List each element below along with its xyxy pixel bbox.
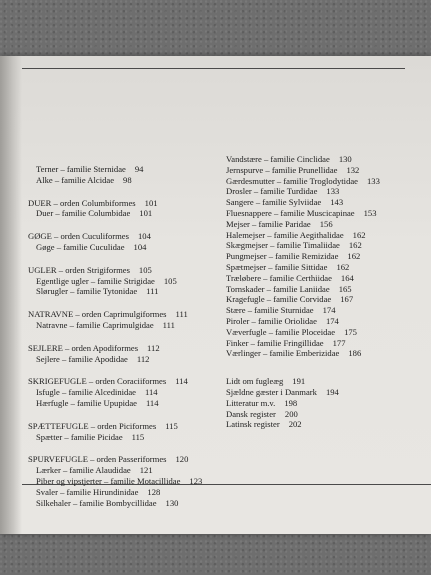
toc-right-column <box>226 154 380 430</box>
toc-entry-title: GØGE – orden Cuculiformes <box>28 231 129 242</box>
toc-entry-page: 165 <box>338 283 352 294</box>
toc-entry <box>226 165 380 176</box>
toc-group <box>28 421 202 443</box>
toc-entry <box>226 240 380 251</box>
toc-entry <box>28 421 202 432</box>
toc-entry-title: Drosler – familie Turdidae <box>226 186 318 197</box>
toc-entry-page: 101 <box>144 197 158 208</box>
toc-entry-page: 156 <box>319 218 333 229</box>
toc-entry <box>28 164 202 175</box>
toc-entry-page: 133 <box>326 186 340 197</box>
toc-group <box>28 454 202 508</box>
toc-entry-page: 174 <box>322 305 336 316</box>
toc-group <box>28 343 202 365</box>
toc-entry-page: 143 <box>330 197 344 208</box>
toc-entry-title: Lidt om fugleæg <box>226 376 284 387</box>
toc-entry-page: 123 <box>189 475 203 486</box>
toc-left-column <box>28 164 202 508</box>
toc-group <box>226 154 380 359</box>
toc-entry-page: 115 <box>165 420 178 431</box>
toc-entry-page: 175 <box>344 326 357 337</box>
toc-entry-title: Sejlere – familie Apodidae <box>36 353 128 364</box>
toc-entry <box>226 305 380 316</box>
toc-entry-page: 202 <box>288 419 302 430</box>
toc-entry-title: Svaler – familie Hirundinidae <box>36 486 139 497</box>
toc-entry <box>28 198 202 209</box>
toc-entry <box>226 251 380 262</box>
toc-entry-page: 162 <box>348 240 362 251</box>
toc-entry-title: SPURVEFUGLE – orden Passeriformes <box>28 454 167 465</box>
toc-group <box>28 198 202 220</box>
toc-entry-title: Sjældne gæster i Danmark <box>226 386 317 397</box>
toc-entry <box>28 265 202 276</box>
toc-entry-title: SPÆTTEFUGLE – orden Piciformes <box>28 420 157 431</box>
toc-entry <box>226 387 380 398</box>
toc-entry-page: 162 <box>347 251 361 262</box>
toc-entry <box>226 262 380 273</box>
toc-entry <box>28 487 202 498</box>
toc-group <box>28 231 202 253</box>
toc-entry-title: Gærdesmutter – familie Troglodytidae <box>226 175 358 186</box>
toc-entry <box>28 432 202 443</box>
toc-entry-title: Latinsk register <box>226 419 280 430</box>
toc-entry-page: 114 <box>145 387 158 398</box>
toc-entry-page: 101 <box>139 208 153 219</box>
toc-entry-page: 115 <box>131 431 145 442</box>
toc-entry-page: 111 <box>146 286 159 297</box>
toc-entry-title: Spætter – familie Picidae <box>36 431 123 442</box>
toc-entry-page: 121 <box>139 465 153 476</box>
toc-entry <box>28 354 202 365</box>
toc-entry-title: Vandstære – familie Cinclidae <box>226 154 330 164</box>
toc-entry-page: 111 <box>162 319 175 330</box>
toc-entry-page: 200 <box>284 408 298 419</box>
toc-entry-title: Dansk register <box>226 408 276 419</box>
toc-entry <box>28 454 202 465</box>
toc-entry-title: Gøge – familie Cuculidae <box>36 241 125 252</box>
toc-entry <box>226 208 380 219</box>
toc-entry <box>226 273 380 284</box>
toc-entry-title: Litteratur m.v. <box>226 397 276 408</box>
toc-group <box>28 265 202 297</box>
toc-entry <box>226 219 380 230</box>
top-rule <box>22 68 405 69</box>
toc-entry-page: 104 <box>133 241 147 252</box>
toc-entry-page: 186 <box>348 348 362 359</box>
toc-entry <box>28 465 202 476</box>
toc-entry-page: 153 <box>363 207 377 218</box>
toc-entry-title: Lærker – familie Alaudidae <box>36 465 131 476</box>
toc-entry-page: 130 <box>165 497 179 508</box>
toc-group <box>28 164 202 186</box>
toc-entry <box>226 154 380 165</box>
toc-entry-page: 114 <box>175 376 188 387</box>
book-spine <box>0 56 22 534</box>
toc-entry-title: Træløbere – familie Certhiidae <box>226 272 332 283</box>
toc-entry-page: 174 <box>325 315 339 326</box>
toc-entry <box>28 320 202 331</box>
toc-entry <box>28 242 202 253</box>
toc-entry-title: Stære – familie Sturnidae <box>226 305 314 316</box>
toc-entry <box>28 398 202 409</box>
toc-entry-title: Terner – familie Sternidae <box>36 164 126 174</box>
toc-entry-page: 162 <box>336 261 350 272</box>
toc-entry <box>226 197 380 208</box>
toc-entry-title: Væverfugle – familie Ploceidae <box>226 326 336 337</box>
toc-entry <box>28 175 202 186</box>
toc-entry-title: Mejser – familie Paridae <box>226 218 311 229</box>
toc-entry-page: 114 <box>145 397 159 408</box>
toc-entry <box>28 476 202 487</box>
toc-entry-title: NATRAVNE – orden Caprimulgiformes <box>28 309 167 320</box>
toc-group <box>28 309 202 331</box>
toc-entry-title: Halemejser – familie Aegithalidae <box>226 229 344 240</box>
toc-entry <box>226 230 380 241</box>
toc-entry-page: 120 <box>175 454 189 465</box>
toc-entry <box>28 286 202 297</box>
toc-entry-title: Silkehaler – familie Bombycillidae <box>36 497 157 508</box>
toc-entry-title: Piroler – familie Oriolidae <box>226 315 317 326</box>
toc-entry <box>226 398 380 409</box>
toc-entry-title: Spætmejser – familie Sittidae <box>226 261 328 272</box>
toc-entry <box>226 419 380 430</box>
toc-entry <box>28 376 202 387</box>
toc-entry-page: 133 <box>367 175 380 186</box>
toc-entry-page: 105 <box>163 275 177 286</box>
toc-entry-title: Duer – familie Columbidae <box>36 208 131 219</box>
toc-entry <box>226 294 380 305</box>
toc-entry-page: 112 <box>147 342 160 353</box>
toc-entry <box>28 276 202 287</box>
toc-entry-title: Skægmejser – familie Timaliidae <box>226 240 340 251</box>
toc-entry <box>226 316 380 327</box>
toc-entry-title: Finker – familie Fringillidae <box>226 337 324 348</box>
toc-entry-page: 167 <box>340 294 354 305</box>
toc-entry-page: 112 <box>136 353 150 364</box>
toc-entry <box>28 343 202 354</box>
toc-entry-title: Egentlige ugler – familie Strigidae <box>36 275 155 286</box>
toc-group <box>226 376 380 430</box>
toc-entry <box>28 231 202 242</box>
toc-entry-title: Fluesnappere – familie Muscicapinae <box>226 207 355 218</box>
toc-entry <box>28 498 202 509</box>
toc-entry-page: 105 <box>138 264 152 275</box>
toc-entry-page: 198 <box>284 397 298 408</box>
toc-entry-title: Tornskader – familie Laniidae <box>226 283 330 294</box>
toc-entry <box>28 208 202 219</box>
toc-entry-title: Slørugler – familie Tytonidae <box>36 286 138 297</box>
toc-entry-title: Natravne – familie Caprimulgidae <box>36 319 154 330</box>
toc-entry-page: 94 <box>134 164 144 174</box>
toc-entry-title: Hærfugle – familie Upupidae <box>36 397 137 408</box>
toc-entry-title: DUER – orden Columbiformes <box>28 197 136 208</box>
toc-entry <box>226 409 380 420</box>
toc-entry-page: 98 <box>123 174 132 185</box>
toc-group <box>28 376 202 408</box>
toc-entry <box>226 176 380 187</box>
toc-entry <box>226 376 380 387</box>
toc-entry-title: Alke – familie Alcidae <box>36 174 115 185</box>
toc-entry-page: 111 <box>175 309 188 320</box>
toc-entry <box>226 327 380 338</box>
toc-entry <box>226 348 380 359</box>
toc-entry <box>226 338 380 349</box>
toc-entry-page: 177 <box>332 337 346 348</box>
toc-entry-title: Isfugle – familie Alcedinidae <box>36 387 136 398</box>
toc-entry-page: 104 <box>137 231 151 242</box>
toc-entry-title: Kragefugle – familie Corvidae <box>226 294 332 305</box>
toc-entry-title: UGLER – orden Strigiformes <box>28 264 130 275</box>
toc-entry <box>226 284 380 295</box>
toc-entry-title: SEJLERE – orden Apodiformes <box>28 342 139 353</box>
toc-entry-title: Piber og vipstjerter – familie Motacillidae <box>36 475 181 486</box>
toc-entry-title: Jernspurve – familie Prunellidae <box>226 164 338 175</box>
toc-entry <box>226 186 380 197</box>
toc-entry <box>28 387 202 398</box>
toc-entry-page: 191 <box>292 376 306 387</box>
toc-entry-page: 128 <box>147 486 161 497</box>
toc-entry-page: 164 <box>340 272 354 283</box>
toc-entry-title: Sangere – familie Sylviidae <box>226 197 322 208</box>
toc-entry-title: Værlinger – familie Emberizidae <box>226 348 340 359</box>
toc-entry-page: 194 <box>325 386 339 397</box>
toc-entry <box>28 309 202 320</box>
toc-entry-title: SKRIGEFUGLE – orden Coraciiformes <box>28 376 167 387</box>
toc-entry-page: 162 <box>352 229 366 240</box>
toc-entry-page: 132 <box>346 164 360 175</box>
toc-entry-title: Pungmejser – familie Remizidae <box>226 251 339 262</box>
toc-entry-page: 130 <box>338 154 352 164</box>
